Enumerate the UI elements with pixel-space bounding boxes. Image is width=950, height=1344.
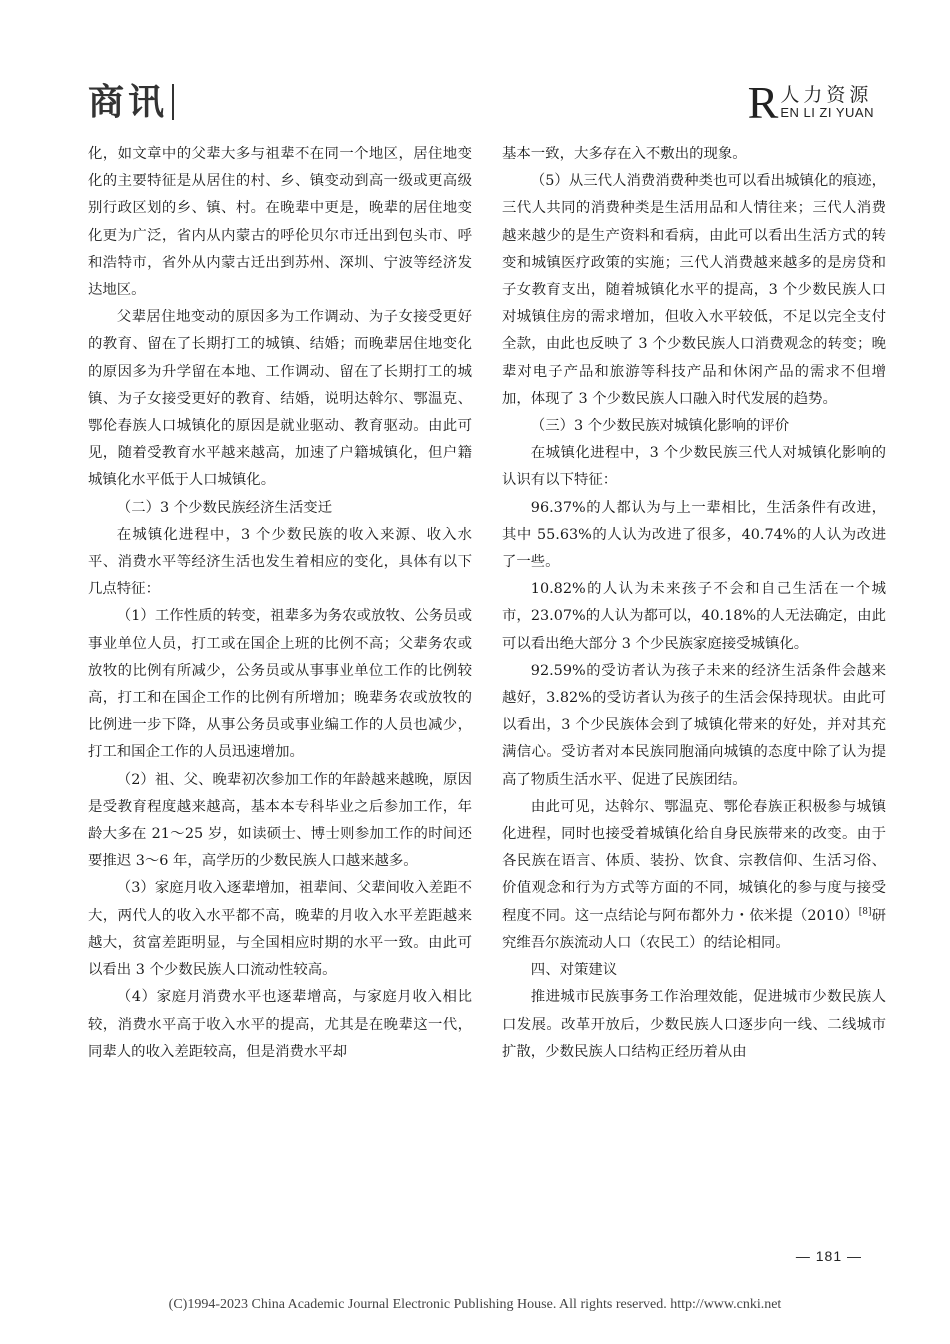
- paragraph-text: 由此可见，达斡尔、鄂温克、鄂伦春族正积极参与城镇化进程，同时也接受着城镇化给自身民族带来的改变。由于各民族在语言、体质、装扮、饮食、宗教信仰、生活习俗、价值观念和行为方式等方面的不同，城镇化的参与度与接受程度不同。这一点结论与阿布都外力・依米提（2010）: [502, 798, 886, 924]
- page-number: — 181 —: [795, 1248, 862, 1264]
- section-logo: [747, 77, 874, 128]
- paragraph: [502, 794, 886, 957]
- paragraph: 基本一致，大多存在入不敷出的现象。: [502, 146, 747, 162]
- paragraph: （4）家庭月消费水平也逐辈增高，与家庭月收入相比较，消费水平高于收入水平的提高，尤其是在晚辈这一代，同辈人的收入差距较高，但是消费水平却: [88, 989, 472, 1060]
- logo-divider: [172, 84, 174, 120]
- section-logo-initial: R: [747, 77, 779, 128]
- paragraph-text: 研究维吾尔族流动人口（农民工）的结论相同。: [502, 907, 886, 951]
- paragraph: 化，如文章中的父辈大多与祖辈不在同一个地区，居住地变化的主要特征是从居住的村、乡、镇变动到高一级或更高级别行政区划的乡、镇、村。在晚辈中更是，晚辈的居住地变化更为广泛，省内从内蒙古的呼伦贝尔市迁出到包头市、呼和浩特市，省外从内蒙古迁出到苏州、深圳、宁波等经济发达地区。: [88, 146, 472, 299]
- paragraph: 父辈居住地变动的原因多为工作调动、为子女接受更好的教育、留在了长期打工的城镇、结婚；而晚辈居住地变化的原因多为升学留在本地、工作调动、留在了长期打工的城镇、为子女接受更好的教育、结婚，说明达斡尔、鄂温克、鄂伦春族人口城镇化的原因是就业驱动、教育驱动。由此可见，随着受教育水平越来越高，加速了户籍城镇化，但户籍城镇化水平低于人口城镇化。: [88, 309, 472, 489]
- paragraph: 在城镇化进程中，3 个少数民族三代人对城镇化影响的认识有以下特征：: [502, 445, 886, 489]
- paragraph: （3）家庭月收入逐辈增加，祖辈间、父辈间收入差距不大，两代人的收入水平都不高，晚辈的月收入水平差距越来越大，贫富差距明显，与全国相应时期的水平一致。由此可以看出 3 个少数民族人口流动性较高。: [88, 880, 472, 979]
- section-logo-cn: 人力资源: [780, 84, 873, 107]
- paragraph: （1）工作性质的转变，祖辈多为务农或放牧、公务员或事业单位人员，打工或在国企上班的比例不高；父辈务农或放牧的比例有所减少，公务员或从事事业单位工作的比例较高，打工和在国企工作的比例有所增加；晚辈务农或放牧的比例进一步下降，从事公务员或事业编工作的人员也减少，打工和国企工作的人员迅速增加。: [88, 608, 472, 761]
- journal-logo-text: 商讯: [88, 81, 169, 123]
- section-heading: （三）3 个少数民族对城镇化影响的评价: [530, 418, 790, 435]
- paragraph: 92.59%的受访者认为孩子未来的经济生活条件会越来越好，3.82%的受访者认为孩子的生活会保持现状。由此可以看出，3 个少民族体会到了城镇化带来的好处，并对其充满信心。受访者对本民族同胞涌向城镇的态度中除了认为提高了物质生活水平、促进了民族团结。: [502, 662, 886, 788]
- paragraph: 在城镇化进程中，3 个少数民族的收入来源、收入水平、消费水平等经济生活也发生着相应的变化，具体有以下几点特征：: [88, 526, 472, 598]
- journal-logo: [88, 80, 174, 123]
- right-column: [502, 141, 886, 1066]
- paragraph: 推进城市民族事务工作治理效能，促进城市少数民族人口发展。改革开放后，少数民族人口逐步向一线、二线城市扩散，少数民族人口结构正经历着从由: [502, 989, 886, 1060]
- left-column: [88, 141, 472, 1066]
- paragraph: （5）从三代人消费消费种类也可以看出城镇化的痕迹，三代人共同的消费种类是生活用品和人情往来；三代人消费越来越少的是生产资料和看病，由此可以看出生活方式的转变和城镇医疗政策的实施；三代人消费越来越多的是房贷和子女教育支出，随着城镇化水平的提高，3 个少数民族人口对城镇住房的需求增加，但收入水平较低，不足以完全支付全款，由此也反映了 3 个少数民族人口消费观念的转变；晚辈对电子产品和旅游等科技产品和休闲产品的需求不但增加，体现了 3 个少数民族人口融入时代发展的趋势。: [502, 173, 886, 407]
- copyright-footer: (C)1994-2023 China Academic Journal Electronic Publishing House. All rights reserved. http://www.cnki.net: [168, 1297, 782, 1312]
- paragraph: 96.37%的人都认为与上一辈相比，生活条件有改进，其中 55.63%的人认为改进了很多，40.74%的人认为改进了一些。: [502, 499, 886, 571]
- citation-reference: [8]: [858, 906, 872, 917]
- section-logo-en: EN LI ZI YUAN: [780, 105, 874, 121]
- section-heading: 四、对策建议: [530, 962, 618, 979]
- paragraph: （2）祖、父、晚辈初次参加工作的年龄越来越晚，原因是受教育程度越来越高，基本本专科毕业之后参加工作，年龄大多在 21～25 岁，如读硕士、博士则参加工作的时间还要推迟 3～6 年，高学历的少数民族人口越来越多。: [88, 771, 472, 870]
- section-heading: （二）3 个少数民族经济生活变迁: [116, 499, 332, 516]
- paragraph: 10.82%的人认为未来孩子不会和自己生活在一个城市，23.07%的人认为都可以，40.18%的人无法确定，由此可以看出绝大部分 3 个少民族家庭接受城镇化。: [502, 581, 886, 652]
